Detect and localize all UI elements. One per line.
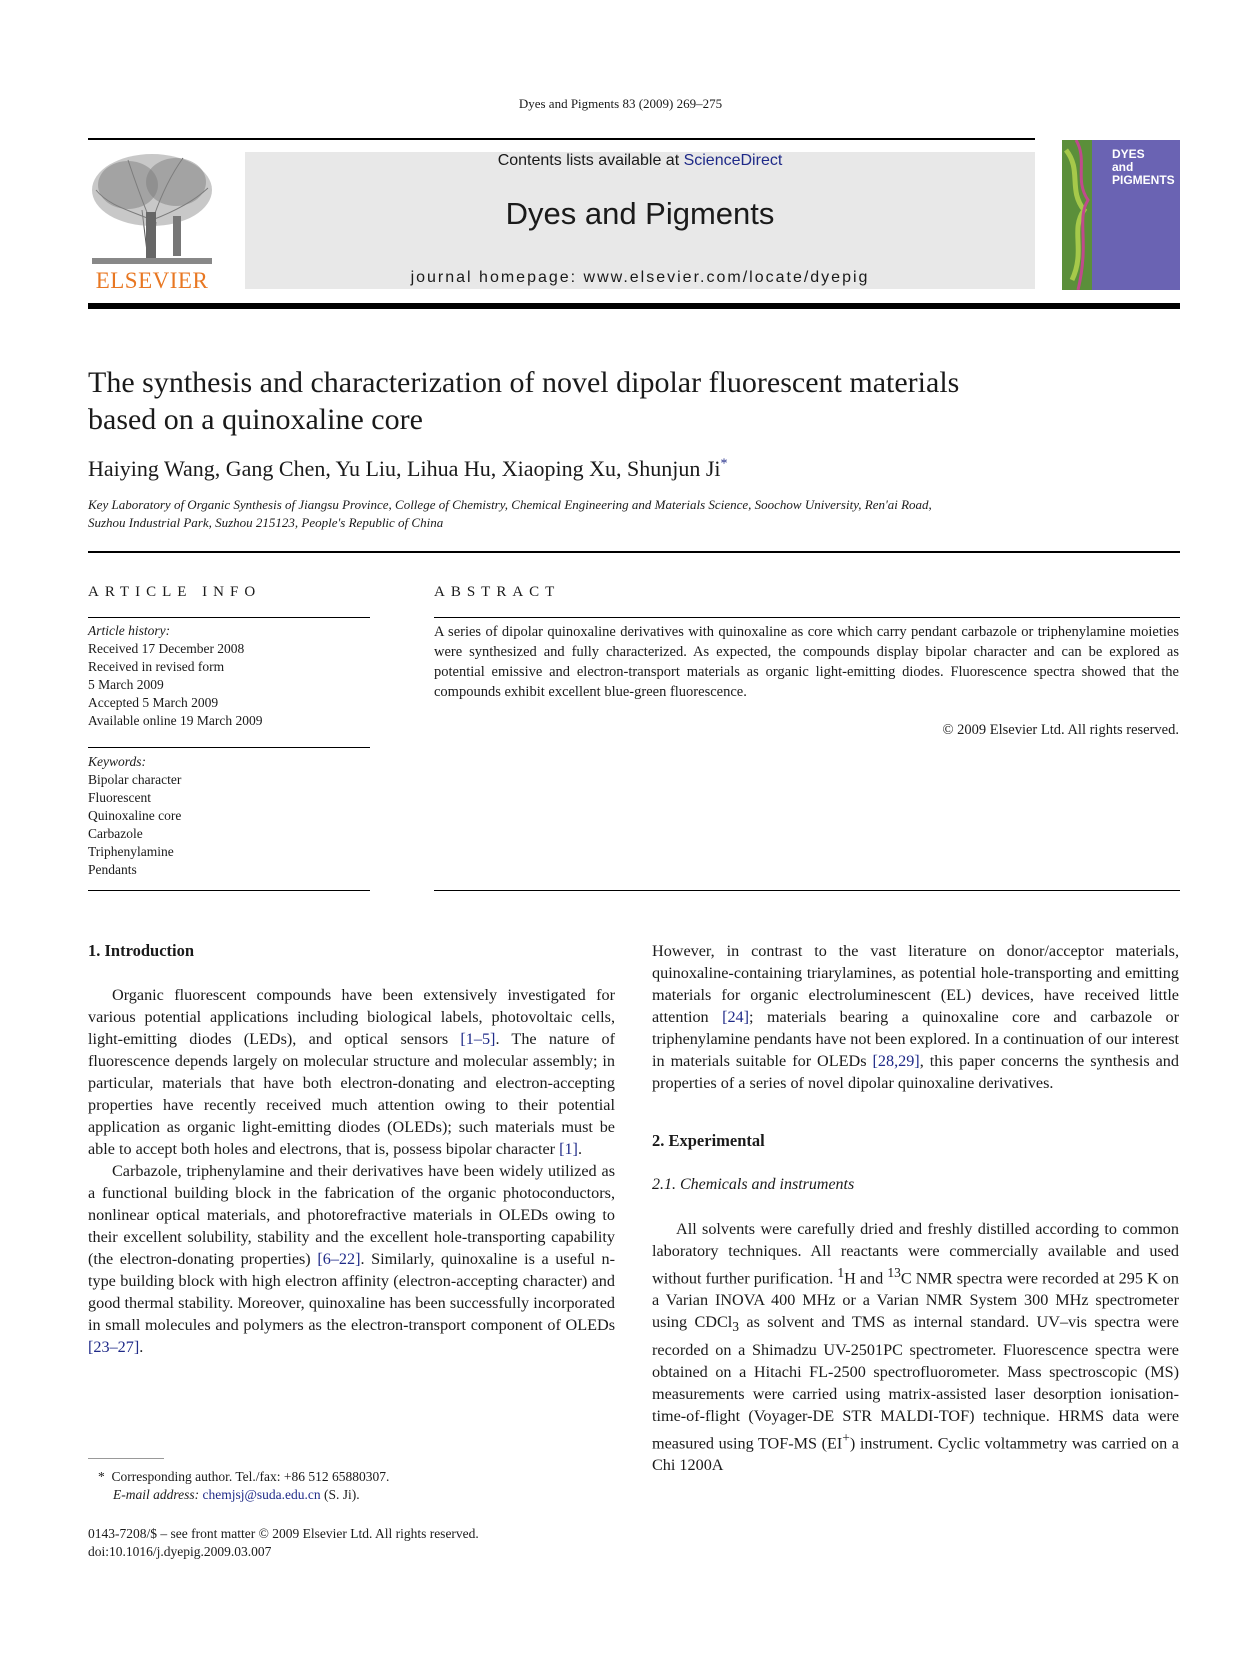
history-item: Received in revised form: [88, 659, 225, 674]
title-line-2: based on a quinoxaline core: [88, 403, 423, 436]
text-run: However, in contrast to the vast literature on donor/acceptor materials, quinoxaline-containing triarylamines, as potential hole-transporting and emitting materials for organic electroluminescent (EL) devices, have received little attention: [652, 942, 1179, 1026]
keyword-item: Bipolar character: [88, 772, 182, 787]
cover-title: [1112, 148, 1176, 187]
text-run: . The nature of fluorescence depends largely on molecular structure and molecular assembly; in particular, materials that have both electron-donating and electron-accepting properties have recently received much attention owing to their potential application as organic light-emitting diodes (OLEDs); such materials must be able to accept both holes and electrons, that is, possess bipolar character: [88, 1030, 615, 1158]
section-heading-experimental: 2. Experimental: [652, 1131, 765, 1150]
footnote-line-1: [88, 1468, 608, 1486]
abstract-heading: ABSTRACT: [434, 584, 561, 600]
history-item: Received 17 December 2008: [88, 641, 245, 656]
history-item: 5 March 2009: [88, 677, 164, 692]
journal-cover-image: [1062, 140, 1180, 290]
header-top-rule: [88, 138, 1035, 140]
email-suffix: (S. Ji).: [320, 1487, 360, 1502]
citation-link[interactable]: [1–5]: [460, 1030, 496, 1048]
affiliation-line-1: Key Laboratory of Organic Synthesis of Jiangsu Province, College of Chemistry, Chemical Engineering and Materials Science, Soochow University, Ren'ai Road,: [88, 497, 932, 512]
text-run: Carbazole, triphenylamine and their derivatives have been widely utilized as a functional building block in the fabrication of the organic photoconductors, nonlinear optical materials, and photorefractive materials in OLEDs owing to their excellent solubility, stability and the excellent hole-transporting capability (the electron-donating properties): [88, 1162, 615, 1268]
text-run: All solvents were carefully dried and freshly distilled according to common laboratory techniques. All reactants were commercially available and used without further purification.: [652, 1220, 1179, 1288]
footer-doi: doi:10.1016/j.dyepig.2009.03.007: [88, 1544, 272, 1559]
text-run: .: [139, 1338, 144, 1356]
keyword-item: Fluorescent: [88, 790, 151, 805]
footnote-rule: [88, 1458, 164, 1459]
email-link[interactable]: chemjsj@suda.edu.cn: [202, 1487, 321, 1502]
subsection-heading-chemicals: 2.1. Chemicals and instruments: [652, 1176, 855, 1193]
sciencedirect-link[interactable]: ScienceDirect: [683, 152, 783, 169]
intro-paragraph-2: [88, 1160, 615, 1358]
history-item: Available online 19 March 2009: [88, 713, 263, 728]
email-label: E-mail address:: [113, 1487, 200, 1502]
info-rule-2: [88, 747, 370, 748]
text-run: Organic fluorescent compounds have been extensively investigated for various potential applications including biological labels, photovoltaic cells, light-emitting diodes (LEDs), and optical sensors: [88, 986, 615, 1048]
article-info-heading: ARTICLE INFO: [88, 584, 262, 600]
article-history: [88, 622, 368, 730]
journal-banner: [245, 152, 1035, 289]
abstract-rule-bottom: [434, 890, 1180, 891]
cover-line-1: DYES: [1112, 147, 1145, 161]
contents-line: [245, 152, 1035, 170]
citation-link[interactable]: [6–22]: [317, 1250, 361, 1268]
history-item: Accepted 5 March 2009: [88, 695, 219, 710]
info-rule-1: [88, 617, 370, 618]
info-rule-bottom: [88, 890, 370, 891]
article-title: [88, 364, 1148, 438]
journal-homepage-link[interactable]: journal homepage: www.elsevier.com/locate/dyepig: [410, 269, 870, 286]
citation-link[interactable]: [1]: [559, 1140, 578, 1158]
cover-line-3: PIGMENTS: [1112, 173, 1175, 187]
text-run: ; materials bearing a quinoxaline core and carbazole or triphenylamine pendants have not been explored. In a continuation of our interest in materials suitable for OLEDs: [652, 1008, 1180, 1070]
journal-name: Dyes and Pigments: [505, 196, 775, 231]
experimental-paragraph-1: [652, 1218, 1179, 1476]
intro-paragraph-1: [88, 984, 615, 1160]
section-heading-introduction: 1. Introduction: [88, 941, 195, 960]
text-run: H and: [844, 1269, 888, 1288]
keyword-item: Pendants: [88, 862, 137, 877]
history-label: Article history:: [88, 623, 171, 638]
footnote-mark: *: [98, 1469, 105, 1484]
text-run: , this paper concerns the synthesis and properties of a series of novel dipolar quinoxaline derivatives.: [652, 1052, 1179, 1092]
author-list: [88, 456, 728, 482]
affiliation: [88, 496, 1178, 532]
citation-link[interactable]: [23–27]: [88, 1338, 140, 1356]
affiliation-line-2: Suzhou Industrial Park, Suzhou 215123, People's Republic of China: [88, 515, 444, 530]
title-line-1: The synthesis and characterization of novel dipolar fluorescent materials: [88, 366, 960, 399]
citation-link[interactable]: [28,29]: [872, 1052, 920, 1070]
keywords-label: Keywords:: [88, 754, 146, 769]
superscript: +: [842, 1429, 850, 1445]
abstract-text: A series of dipolar quinoxaline derivatives with quinoxaline as core which carry pendant carbazole or triphenylamine moieties were synthesized and fully characterized. As expected, the compounds display bipolar character and can be explored as potential emissive and electron-transport materials as organic light-emitting diodes. Fluorescence spectra showed that the compounds exhibit excellent blue-green fluorescence.: [434, 624, 1179, 700]
intro-paragraph-3: [652, 940, 1179, 1094]
keyword-item: Triphenylamine: [88, 844, 174, 859]
subscript: 3: [732, 1319, 740, 1335]
footnote-line-2: [88, 1486, 608, 1504]
corresponding-author-mark[interactable]: *: [720, 456, 728, 472]
body-column-left: [88, 940, 615, 1358]
text-run: as solvent and TMS as internal standard. UV–vis spectra were recorded on a Shimadzu UV-2501PC spectrometer. Fluorescence spectra were obtained on a Hitachi FL-2500 spectrofluorometer. Mass spectroscopic (MS) measurements were carried using matrix-assisted laser desorption ionisation-time-of-flight (Voyager-DE STR MALDI-TOF) technique. HRMS data were measured using TOF-MS (EI: [652, 1313, 1179, 1453]
abstract-rule-top: [434, 617, 1180, 618]
keyword-item: Carbazole: [88, 826, 143, 841]
corresponding-author-footnote: [88, 1468, 608, 1504]
superscript: 13: [887, 1265, 901, 1280]
text-run: . Similarly, quinoxaline is a useful n-type building block with high electron affinity (electron-accepting character) and good thermal stability. Moreover, quinoxaline has been successfully incorporated in small molecules and polymers as the electron-transport component of OLEDs: [88, 1250, 616, 1334]
abstract-copyright: © 2009 Elsevier Ltd. All rights reserved.: [942, 722, 1179, 738]
text-run: ) instrument. Cyclic voltammetry was carried on a Chi 1200A: [652, 1434, 1179, 1475]
footnote-text: Corresponding author. Tel./fax: +86 512 65880307.: [111, 1469, 390, 1484]
keyword-item: Quinoxaline core: [88, 808, 182, 823]
cover-line-2: and: [1112, 160, 1134, 174]
superscript: 1: [837, 1265, 845, 1280]
keywords: [88, 753, 368, 879]
journal-reference: Dyes and Pigments 83 (2009) 269–275: [518, 96, 723, 111]
body-column-right: [652, 940, 1179, 1476]
contents-prefix: Contents lists available at: [497, 152, 684, 169]
citation-link[interactable]: [24]: [722, 1008, 750, 1026]
footer-line-1: 0143-7208/$ – see front matter © 2009 Elsevier Ltd. All rights reserved.: [88, 1526, 479, 1541]
text-run: .: [577, 1140, 582, 1158]
text-run: C NMR spectra were recorded at 295 K on a Varian INOVA 400 MHz or a Varian NMR System 300 MHz spectrometer using CDCl: [652, 1269, 1179, 1332]
page-footer: [88, 1525, 648, 1561]
title-block-rule: [88, 551, 1180, 553]
authors: Haiying Wang, Gang Chen, Yu Liu, Lihua Hu, Xiaoping Xu, Shunjun Ji: [88, 456, 721, 481]
header-bottom-rule: [88, 303, 1180, 309]
elsevier-wordmark: ELSEVIER: [95, 268, 209, 293]
